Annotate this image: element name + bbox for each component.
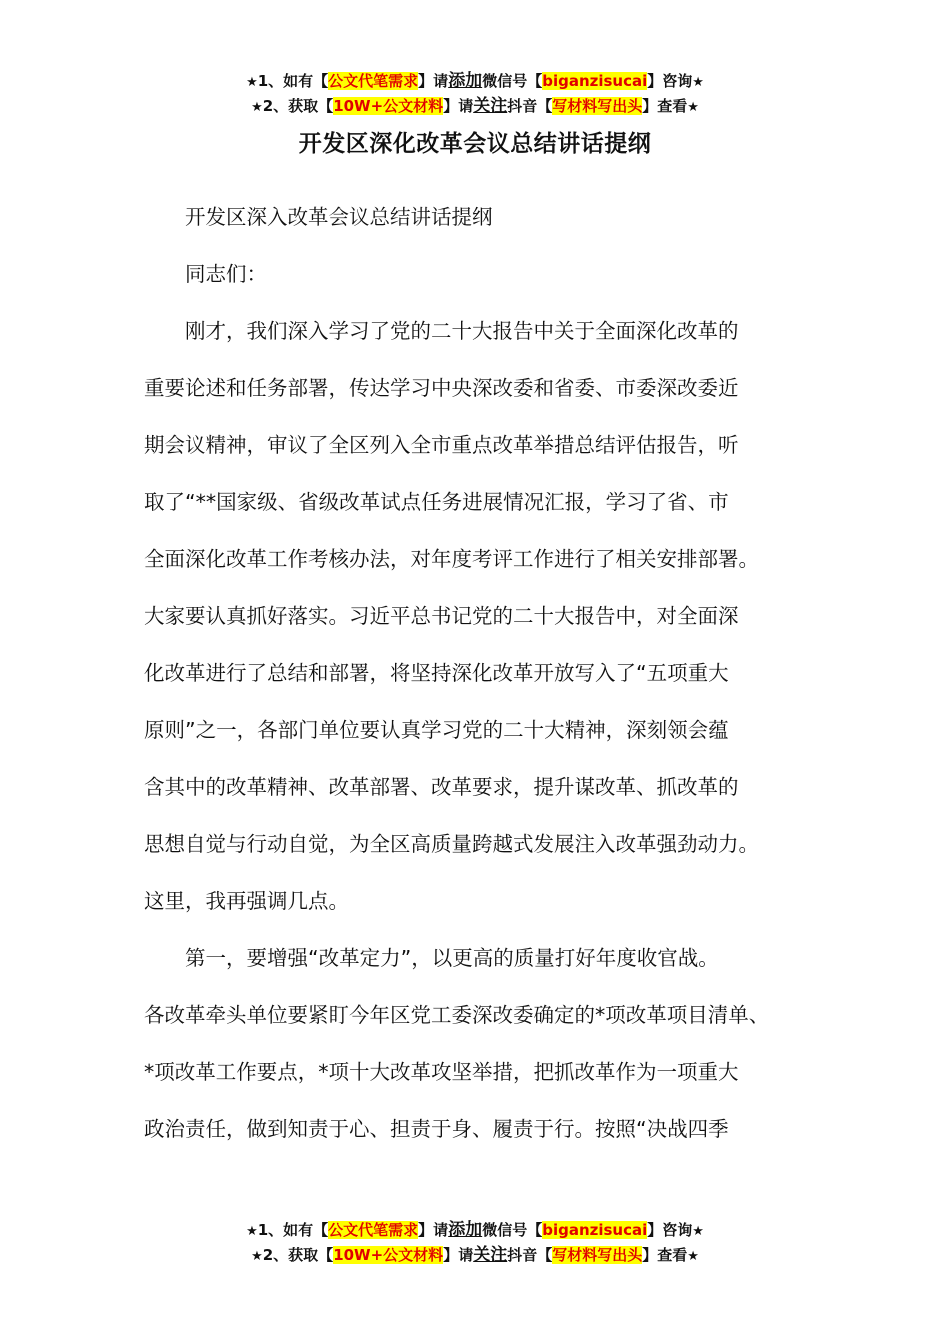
banner-text: 抖音【 — [507, 97, 553, 115]
body-line: 这里，我再强调几点。 — [144, 889, 349, 913]
top-banner — [0, 69, 950, 119]
star-icon: ★ — [251, 100, 263, 115]
banner-text: 】咨询 — [647, 72, 693, 90]
banner-text: 1、如有【 — [257, 72, 329, 90]
body-line: 各改革牵头单位要紧盯今年区党工委深改委确定的*项改革项目清单、 — [144, 1003, 770, 1027]
star-icon: ★ — [246, 1224, 258, 1239]
banner-highlight: 公文代笔需求 — [328, 1221, 419, 1239]
star-icon: ★ — [246, 75, 258, 90]
banner-underline: 添加 — [448, 71, 483, 91]
banner-text: 】请 — [443, 1246, 474, 1264]
body-line: *项改革工作要点，*项十大改革攻坚举措，把抓改革作为一项重大 — [144, 1060, 739, 1084]
banner-highlight: 10W+公文材料 — [333, 97, 444, 115]
banner-text: 】请 — [418, 1221, 449, 1239]
banner-underline: 关注 — [473, 96, 508, 116]
body-line: 全面深化改革工作考核办法，对年度考评工作进行了相关安排部署。 — [144, 547, 759, 571]
banner-line-2 — [0, 94, 950, 119]
body-line: 大家要认真抓好落实。习近平总书记党的二十大报告中，对全面深 — [144, 604, 739, 628]
banner-text: 】咨询 — [647, 1221, 693, 1239]
star-icon: ★ — [687, 1249, 699, 1264]
banner-text: 】查看 — [642, 97, 688, 115]
banner-highlight: 写材料写出头 — [552, 1246, 643, 1264]
banner-text: 抖音【 — [507, 1246, 553, 1264]
body-line: 同志们： — [144, 262, 267, 286]
body-line: 第一，要增强“改革定力”，以更高的质量打好年度收官战。 — [144, 946, 719, 970]
body-line: 原则”之一，各部门单位要认真学习党的二十大精神，深刻领会蕴 — [144, 718, 729, 742]
banner-line-1 — [0, 1218, 950, 1243]
body-line: 思想自觉与行动自觉，为全区高质量跨越式发展注入改革强劲动力。 — [144, 832, 759, 856]
banner-underline: 添加 — [448, 1220, 483, 1240]
bottom-banner — [0, 1218, 950, 1268]
banner-text: 】请 — [418, 72, 449, 90]
banner-highlight: biganzisucai — [542, 72, 648, 90]
body-line: 重要论述和任务部署，传达学习中央深改委和省委、市委深改委近 — [144, 376, 739, 400]
star-icon: ★ — [687, 100, 699, 115]
banner-highlight: biganzisucai — [542, 1221, 648, 1239]
star-icon: ★ — [692, 1224, 704, 1239]
banner-text: 】查看 — [642, 1246, 688, 1264]
banner-text: 微信号【 — [482, 1221, 543, 1239]
body-line: 取了“**国家级、省级改革试点任务进展情况汇报，学习了省、市 — [144, 490, 729, 514]
banner-text: 微信号【 — [482, 72, 543, 90]
page-title: 开发区深化改革会议总结讲话提纲 — [298, 131, 652, 157]
body-line: 政治责任，做到知责于心、担责于身、履责于行。按照“决战四季 — [144, 1117, 729, 1141]
body-line: 开发区深入改革会议总结讲话提纲 — [144, 205, 493, 229]
banner-text: 2、获取【 — [262, 1246, 334, 1264]
banner-highlight: 公文代笔需求 — [328, 72, 419, 90]
banner-line-2 — [0, 1243, 950, 1268]
document-body — [144, 189, 820, 1158]
banner-highlight: 写材料写出头 — [552, 97, 643, 115]
body-line: 刚才，我们深入学习了党的二十大报告中关于全面深化改革的 — [144, 319, 739, 343]
star-icon: ★ — [251, 1249, 263, 1264]
banner-line-1 — [0, 69, 950, 94]
body-line: 期会议精神，审议了全区列入全市重点改革举措总结评估报告，听 — [144, 433, 739, 457]
body-line: 化改革进行了总结和部署，将坚持深化改革开放写入了“五项重大 — [144, 661, 729, 685]
banner-underline: 关注 — [473, 1245, 508, 1265]
banner-text: 2、获取【 — [262, 97, 334, 115]
banner-text: 】请 — [443, 97, 474, 115]
star-icon: ★ — [692, 75, 704, 90]
banner-text: 1、如有【 — [257, 1221, 329, 1239]
body-line: 含其中的改革精神、改革部署、改革要求，提升谋改革、抓改革的 — [144, 775, 739, 799]
banner-highlight: 10W+公文材料 — [333, 1246, 444, 1264]
